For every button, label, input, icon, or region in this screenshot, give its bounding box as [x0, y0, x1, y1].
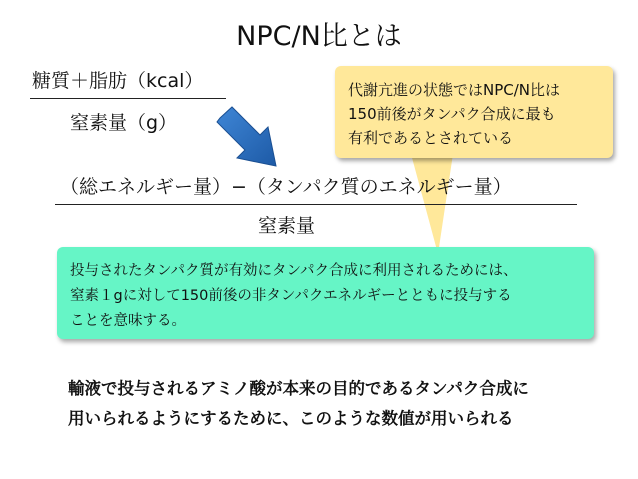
fraction1-divider	[30, 98, 226, 99]
fraction1-numerator: 糖質＋脂肪（kcal）	[32, 70, 204, 92]
callout-text	[348, 78, 608, 150]
explanation-line: ことを意味する。	[70, 313, 186, 329]
fraction2-denominator: 窒素量	[258, 215, 316, 237]
conclusion-line: 用いられるようにするために、このような数値が用いられる	[68, 409, 514, 428]
callout-line: 代謝亢進の状態ではNPC/N比は	[348, 81, 561, 99]
conclusion-line: 輸液で投与されるアミノ酸が本来の目的であるタンパク合成に	[68, 379, 529, 398]
fraction1-denominator: 窒素量（g）	[70, 112, 178, 134]
explanation-line: 窒素１gに対して150前後の非タンパクエネルギーとともに投与する	[70, 288, 512, 304]
page-title: NPC/N比とは	[236, 21, 402, 52]
callout-line: 150前後がタンパク合成に最も	[348, 105, 556, 123]
conclusion-text	[68, 374, 608, 434]
explanation-line: 投与されたタンパク質が有効にタンパク合成に利用されるためには、	[70, 263, 518, 279]
fraction2-divider	[55, 204, 577, 205]
fraction2-numerator: （総エネルギー量）−（タンパク質のエネルギー量）	[60, 176, 512, 198]
callout-line: 有利であるとされている	[348, 129, 514, 147]
callout-pointer	[405, 150, 475, 260]
explanation-text	[70, 259, 590, 334]
down-right-arrow-icon	[208, 104, 288, 174]
